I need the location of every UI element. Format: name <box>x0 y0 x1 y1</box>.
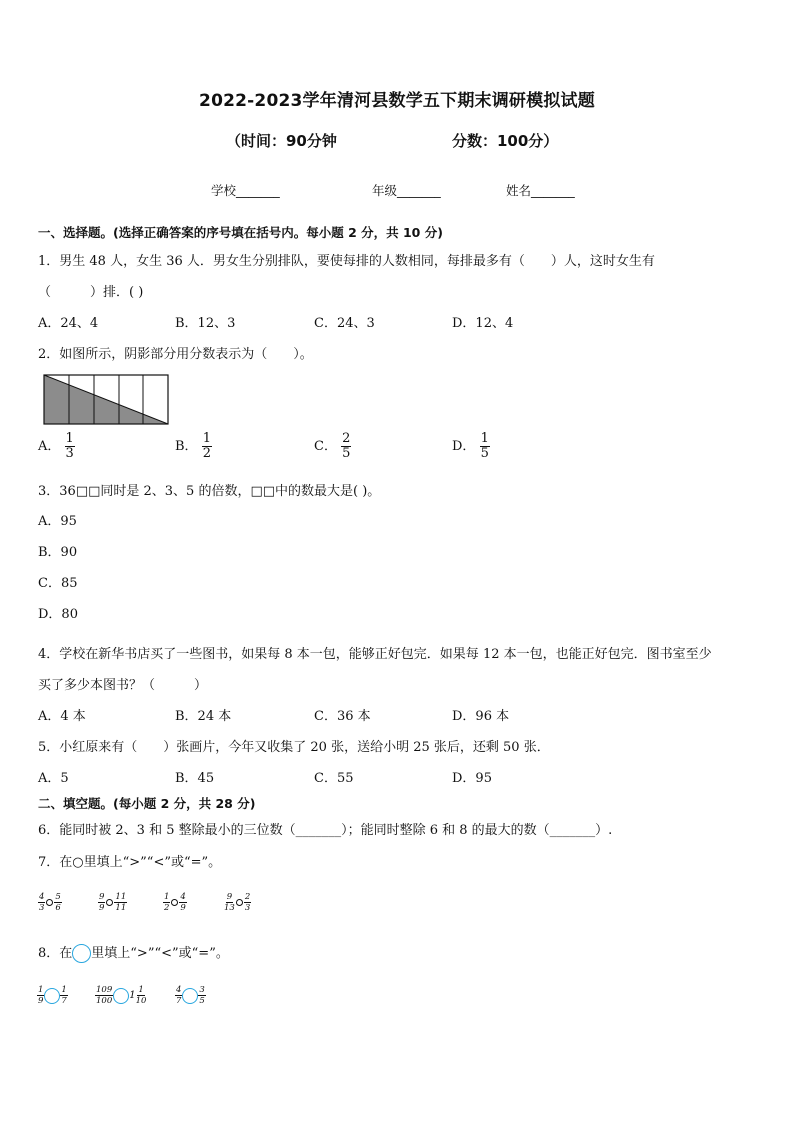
fraction <box>54 892 61 913</box>
question-7-text: 7．在○里填上“>”“<”或“=”。 <box>38 855 222 870</box>
numerator: 4 <box>180 892 186 902</box>
question-2-option-a[interactable] <box>38 432 75 461</box>
question-8-pair <box>175 985 206 1006</box>
question-7-pair <box>224 892 251 913</box>
numerator: 9 <box>99 892 105 902</box>
section-heading-fill: 二、填空题。(每小题 2 分，共 28 分) <box>38 796 256 811</box>
question-1-line-1: 1．男生 48 人，女生 36 人．男女生分别排队，要使每排的人数相同，每排最多有（ ）人，这时女生有 <box>38 254 655 269</box>
page-title: 2022-2023学年清河县数学五下期末调研模拟试题 <box>199 91 595 111</box>
compare-circle[interactable] <box>113 988 129 1004</box>
denominator: 2 <box>164 903 170 913</box>
denominator: 6 <box>55 903 61 913</box>
question-5-option-a[interactable]: A．5 <box>38 771 69 786</box>
question-5-option-c[interactable]: C．55 <box>314 771 354 786</box>
denominator: 5 <box>480 446 489 461</box>
question-1-option-b[interactable]: B．12、3 <box>175 316 236 331</box>
question-3-option-b[interactable]: B．90 <box>38 545 78 560</box>
denominator: 5 <box>342 446 351 461</box>
question-3-option-a[interactable]: A．95 <box>38 514 77 529</box>
compare-circle-icon <box>72 944 91 963</box>
option-letter: A． <box>38 439 61 454</box>
whole-number: 1 <box>129 990 136 1001</box>
fraction <box>163 892 170 913</box>
question-7-pair <box>38 892 62 913</box>
denominator: 100 <box>96 996 113 1006</box>
name-field[interactable]: 姓名_______ <box>506 183 575 198</box>
compare-circle[interactable] <box>236 899 243 906</box>
question-3-option-d[interactable]: D．80 <box>38 607 78 622</box>
denominator: 3 <box>244 903 251 913</box>
question-2-option-b[interactable] <box>175 432 212 461</box>
compare-circle[interactable] <box>171 899 178 906</box>
question-3-text: 3．36□□同时是 2、3、5 的倍数，□□中的数最大是( )。 <box>38 484 381 499</box>
grade-field[interactable]: 年级_______ <box>372 183 441 198</box>
fraction <box>244 892 251 913</box>
fraction <box>98 892 105 913</box>
question-4-option-a[interactable]: A．4 本 <box>38 709 86 724</box>
question-4-option-b[interactable]: B．24 本 <box>175 709 232 724</box>
denominator: 5 <box>199 996 205 1006</box>
denominator: 3 <box>39 903 45 913</box>
numerator: 1 <box>61 985 67 995</box>
question-8-pair <box>37 985 68 1006</box>
numerator: 5 <box>55 892 61 902</box>
fraction <box>198 985 205 1006</box>
numerator: 4 <box>176 985 182 995</box>
question-5-text: 5．小红原来有（ ）张画片，今年又收集了 20 张，送给小明 25 张后，还剩 50 张． <box>38 740 550 755</box>
question-7-pair <box>163 892 187 913</box>
fraction <box>202 432 212 461</box>
question-8-text <box>38 942 229 963</box>
compare-circle[interactable] <box>44 988 60 1004</box>
question-5-option-d[interactable]: D．95 <box>452 771 492 786</box>
denominator: 10 <box>135 996 147 1006</box>
fraction <box>95 985 113 1006</box>
question-6-text: 6．能同时被 2、3 和 5 整除最小的三位数（_______）；能同时整除 6 和 8 的最大的数（_______）. <box>38 823 613 838</box>
fraction <box>114 892 127 913</box>
fraction <box>65 432 75 461</box>
question-4-line-2: 买了多少本图书？（ ） <box>38 678 208 693</box>
question-5-option-b[interactable]: B．45 <box>175 771 215 786</box>
denominator: 9 <box>180 903 186 913</box>
numerator: 1 <box>65 431 74 446</box>
denominator: 13 <box>224 903 235 913</box>
question-1-line-2: （ ）排．( ) <box>38 285 144 300</box>
exam-time: （时间：90分钟 <box>226 132 337 150</box>
question-4-option-d[interactable]: D．96 本 <box>452 709 510 724</box>
question-7-pair <box>98 892 127 913</box>
numerator: 1 <box>164 892 170 902</box>
question-8-suffix: 里填上“>”“<”或“=”。 <box>91 946 229 961</box>
fraction <box>38 892 45 913</box>
compare-circle[interactable] <box>46 899 53 906</box>
numerator: 1 <box>38 985 44 995</box>
denominator: 7 <box>176 996 182 1006</box>
fraction <box>224 892 235 913</box>
question-8-prefix: 8．在 <box>38 946 73 961</box>
numerator: 9 <box>226 892 233 902</box>
fraction <box>136 985 147 1006</box>
question-2-option-d[interactable] <box>452 432 490 461</box>
denominator: 7 <box>61 996 67 1006</box>
question-4-line-1: 4．学校在新华书店买了一些图书，如果每 8 本一包，能够正好包完．如果每 12 本一包，也能正好包完．图书室至少 <box>38 647 712 662</box>
numerator: 2 <box>342 431 351 446</box>
fraction <box>37 985 44 1006</box>
fraction <box>179 892 186 913</box>
fraction <box>480 432 490 461</box>
compare-circle[interactable] <box>182 988 198 1004</box>
question-1-option-d[interactable]: D．12、4 <box>452 316 514 331</box>
option-letter: B． <box>175 439 198 454</box>
question-3-option-c[interactable]: C．85 <box>38 576 78 591</box>
numerator: 3 <box>199 985 205 995</box>
question-1-option-a[interactable]: A．24、4 <box>38 316 99 331</box>
numerator: 109 <box>96 985 113 995</box>
denominator: 9 <box>38 996 44 1006</box>
fraction <box>341 432 351 461</box>
section-heading-choice: 一、选择题。(选择正确答案的序号填在括号内。每小题 2 分，共 10 分) <box>38 225 443 240</box>
denominator: 3 <box>65 446 74 461</box>
denominator: 11 <box>115 903 127 913</box>
numerator: 1 <box>480 431 489 446</box>
denominator: 9 <box>99 903 105 913</box>
school-field[interactable]: 学校_______ <box>211 183 280 198</box>
question-8-pair <box>95 985 146 1006</box>
denominator: 2 <box>202 446 211 461</box>
numerator: 1 <box>202 431 211 446</box>
question-1-option-c[interactable]: C．24、3 <box>314 316 375 331</box>
fraction <box>60 985 67 1006</box>
numerator: 4 <box>39 892 45 902</box>
question-4-option-c[interactable]: C．36 本 <box>314 709 371 724</box>
exam-score: 分数：100分） <box>452 132 559 150</box>
option-letter: D． <box>452 439 476 454</box>
numerator: 11 <box>115 892 127 902</box>
numerator: 1 <box>138 985 144 995</box>
compare-circle[interactable] <box>106 899 113 906</box>
shaded-rectangle-figure <box>43 374 170 426</box>
fraction <box>175 985 182 1006</box>
numerator: 2 <box>244 892 251 902</box>
question-2-option-c[interactable] <box>314 432 351 461</box>
option-letter: C． <box>314 439 337 454</box>
question-2-text: 2．如图所示，阴影部分用分数表示为（ ）。 <box>38 347 313 362</box>
